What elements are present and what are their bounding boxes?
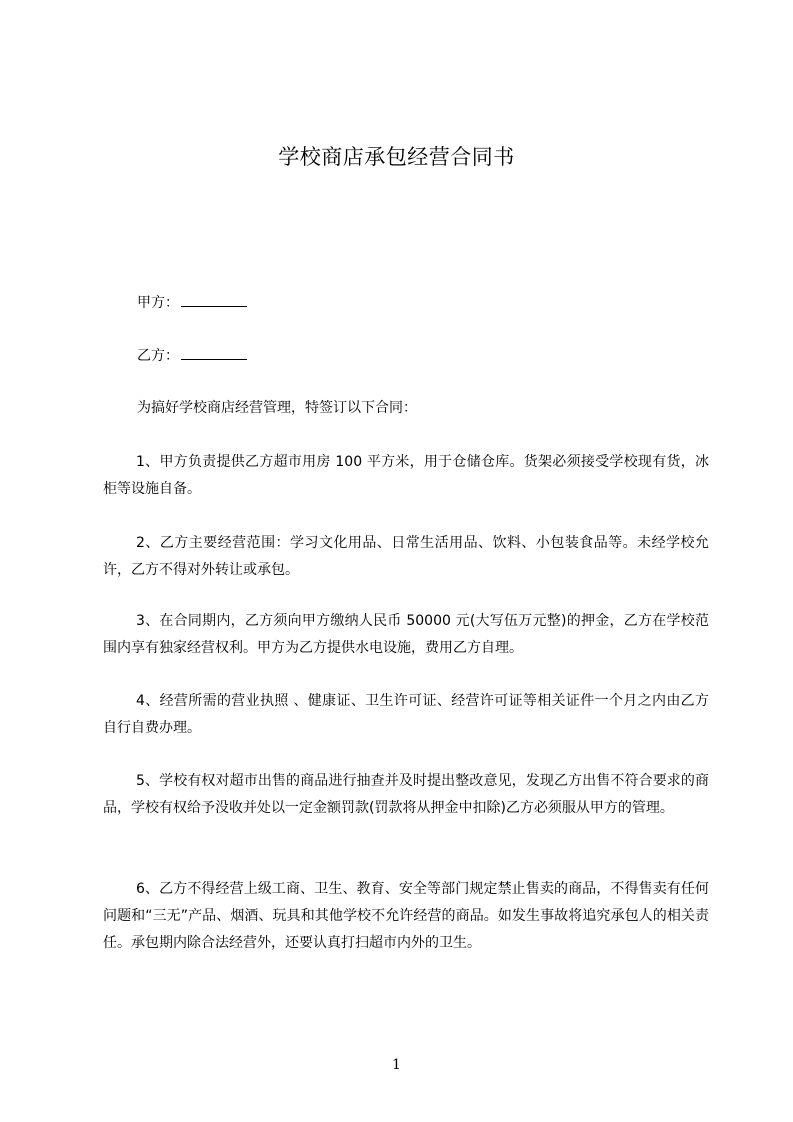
clause-2: 2、乙方主要经营范围：学习文化用品、日常生活用品、饮料、小包装食品等。未经学校允许，乙方不得对外转让或承包。 (103, 535, 709, 578)
clause-1: 1、甲方负责提供乙方超市用房 100 平方米，用于仓储仓库。货架必须接受学校现有货，冰柜等设施自备。 (103, 454, 709, 497)
clause-3: 3、在合同期内，乙方须向甲方缴纳人民币 50000 元(大写伍万元整)的押金，乙方在学校范围内享有独家经营权利。甲方为乙方提供水电设施，费用乙方自理。 (103, 613, 709, 656)
party-b-line (137, 345, 247, 366)
party-b-blank (181, 345, 247, 360)
intro-paragraph: 为搞好学校商店经营管理，特签订以下合同： (137, 400, 417, 416)
clause-4: 4、经营所需的营业执照 、健康证、卫生许可证、经营许可证等相关证件一个月之内由乙方自行自费办理。 (103, 693, 709, 736)
page-number: 1 (392, 1057, 401, 1073)
party-a-blank (181, 292, 247, 307)
page-title: 学校商店承包经营合同书 (278, 145, 515, 169)
party-a-line (137, 292, 247, 313)
clause-5: 5、学校有权对超市出售的商品进行抽查并及时提出整改意见，发现乙方出售不符合要求的商品，学校有权给予没收并处以一定金额罚款(罚款将从押金中扣除)乙方必须服从甲方的管理。 (103, 773, 709, 816)
party-a-label: 甲方： (137, 295, 179, 311)
clause-6: 6、乙方不得经营上级工商、卫生、教育、安全等部门规定禁止售卖的商品，不得售卖有任何问题和“三无”产品、烟酒、玩具和其他学校不允许经营的商品。如发生事故将追究承包人的相关责任。承包期内除合法经营外，还要认真打扫超市内外的卫生。 (103, 881, 709, 951)
party-b-label: 乙方： (137, 348, 179, 364)
